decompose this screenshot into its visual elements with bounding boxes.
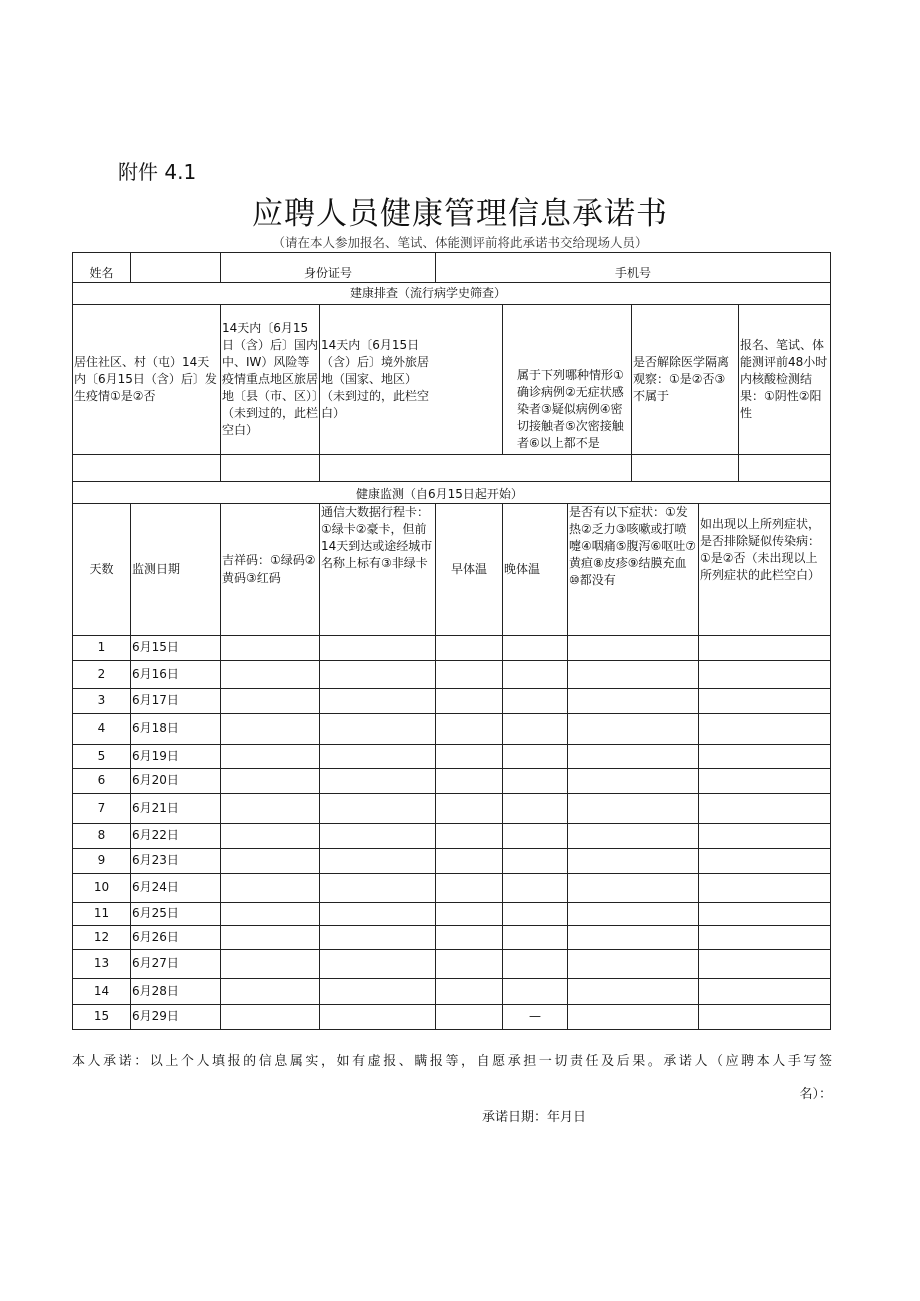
screening-col-isolation: 是否解除医学隔离观察：①是②否③不属于	[632, 305, 739, 455]
day-number-cell: 9	[73, 849, 131, 874]
table-row	[73, 794, 831, 824]
health-code-input[interactable]	[221, 636, 320, 661]
trip-card-input[interactable]	[320, 979, 436, 1005]
monitoring-date-cell: 6月20日	[131, 769, 221, 794]
document-title: 应聘人员健康管理信息承诺书	[252, 196, 668, 232]
table-row	[73, 1005, 831, 1030]
symptoms-input[interactable]	[568, 636, 699, 661]
symptoms-input[interactable]	[568, 714, 699, 745]
health-code-input[interactable]	[221, 714, 320, 745]
symptoms-input[interactable]	[568, 903, 699, 926]
monitoring-date-cell: 6月17日	[131, 689, 221, 714]
table-row	[73, 874, 831, 903]
screening-input-nucleic[interactable]	[739, 455, 831, 482]
day-number-cell: 14	[73, 979, 131, 1005]
evening-temp-input[interactable]	[503, 714, 568, 745]
exclusion-input[interactable]	[699, 636, 831, 661]
day-number-cell: 10	[73, 874, 131, 903]
morning-temp-input[interactable]	[436, 979, 503, 1005]
table-row	[73, 689, 831, 714]
monitoring-date-cell: 6月29日	[131, 1005, 221, 1030]
table-row	[73, 979, 831, 1005]
trip-card-input[interactable]	[320, 745, 436, 769]
monitoring-header-symptoms: 是否有以下症状：①发热②乏力③咳嗽或打喷嚏④咽痛⑤腹泻⑥呕吐⑦黄疸⑧皮疹⑨结膜充血⑩都没有	[568, 504, 699, 636]
day-number-cell: 7	[73, 794, 131, 824]
screening-input-domestic[interactable]	[221, 455, 320, 482]
health-code-input[interactable]	[221, 824, 320, 849]
monitoring-date-cell: 6月18日	[131, 714, 221, 745]
monitoring-header-exclusion: 如出现以上所列症状，是否排除疑似传染病：①是②否（未出现以上所列症状的此栏空白）	[699, 504, 831, 636]
morning-temp-input[interactable]	[436, 926, 503, 950]
monitoring-header-morning-temp: 早体温	[436, 504, 503, 636]
evening-temp-input[interactable]	[503, 979, 568, 1005]
trip-card-input[interactable]	[320, 903, 436, 926]
trip-card-input[interactable]	[320, 794, 436, 824]
day-number-cell: 4	[73, 714, 131, 745]
monitoring-header-health-code: 吉祥码：①绿码②黄码③红码	[221, 504, 320, 636]
health-code-input[interactable]	[221, 849, 320, 874]
health-code-input[interactable]	[221, 950, 320, 979]
monitoring-title: 健康监测（自6月15日起开始）	[73, 482, 831, 504]
table-row	[73, 950, 831, 979]
exclusion-input[interactable]	[699, 950, 831, 979]
day-number-cell: 2	[73, 661, 131, 689]
exclusion-input[interactable]	[699, 794, 831, 824]
monitoring-date-cell: 6月27日	[131, 950, 221, 979]
pledge-date: 承诺日期：年月日	[482, 1110, 587, 1125]
symptoms-input[interactable]	[568, 979, 699, 1005]
trip-card-input[interactable]	[320, 769, 436, 794]
trip-card-input[interactable]	[320, 926, 436, 950]
screening-col-community: 居住社区、村（屯）14天内〔6月15日（含）后〕发生疫情①是②否	[73, 305, 221, 455]
symptoms-input[interactable]	[568, 824, 699, 849]
table-row	[73, 714, 831, 745]
attachment-label: 附件 4.1	[118, 160, 197, 184]
health-code-input[interactable]	[221, 794, 320, 824]
morning-temp-input[interactable]	[436, 849, 503, 874]
trip-card-input[interactable]	[320, 714, 436, 745]
screening-title: 建康排查（流行病学史筛查）	[73, 283, 831, 305]
health-code-input[interactable]	[221, 903, 320, 926]
evening-temp-input[interactable]	[503, 794, 568, 824]
day-number-cell: 13	[73, 950, 131, 979]
pledge-line-2: 名）：	[799, 1087, 832, 1102]
table-row	[73, 926, 831, 950]
symptoms-input[interactable]	[568, 745, 699, 769]
screening-title-row	[73, 283, 831, 305]
symptoms-input[interactable]	[568, 1005, 699, 1030]
exclusion-input[interactable]	[699, 903, 831, 926]
evening-temp-input[interactable]: —	[503, 1005, 568, 1030]
screening-input-isolation[interactable]	[632, 455, 739, 482]
exclusion-input[interactable]	[699, 661, 831, 689]
day-number-cell: 11	[73, 903, 131, 926]
screening-input-community[interactable]	[73, 455, 221, 482]
evening-temp-input[interactable]	[503, 903, 568, 926]
exclusion-input[interactable]	[699, 824, 831, 849]
symptoms-input[interactable]	[568, 874, 699, 903]
phone-label: 手机号	[436, 253, 831, 283]
table-row	[73, 661, 831, 689]
monitoring-date-cell: 6月16日	[131, 661, 221, 689]
exclusion-input[interactable]	[699, 979, 831, 1005]
table-row	[73, 903, 831, 926]
table-row	[73, 849, 831, 874]
symptoms-input[interactable]	[568, 849, 699, 874]
trip-card-input[interactable]	[320, 689, 436, 714]
screening-col-abroad: 14天内〔6月15日（含）后〕境外旅居地（国家、地区）（未到过的，此栏空白）	[320, 305, 503, 455]
morning-temp-input[interactable]	[436, 636, 503, 661]
day-number-cell: 1	[73, 636, 131, 661]
exclusion-input[interactable]	[699, 874, 831, 903]
morning-temp-input[interactable]	[436, 1005, 503, 1030]
monitoring-date-cell: 6月19日	[131, 745, 221, 769]
monitoring-date-cell: 6月23日	[131, 849, 221, 874]
exclusion-input[interactable]	[699, 769, 831, 794]
health-code-input[interactable]	[221, 1005, 320, 1030]
monitoring-date-cell: 6月15日	[131, 636, 221, 661]
symptoms-input[interactable]	[568, 661, 699, 689]
monitoring-header-day: 天数	[73, 504, 131, 636]
screening-input-row	[73, 455, 831, 482]
document-subtitle: （请在本人参加报名、笔试、体能测评前将此承诺书交给现场人员）	[272, 235, 648, 250]
trip-card-input[interactable]	[320, 1005, 436, 1030]
screening-input-abroad[interactable]	[320, 455, 632, 482]
pledge-text	[72, 1045, 832, 1111]
day-number-cell: 6	[73, 769, 131, 794]
evening-temp-input[interactable]	[503, 689, 568, 714]
exclusion-input[interactable]	[699, 714, 831, 745]
table-row	[73, 769, 831, 794]
trip-card-input[interactable]	[320, 849, 436, 874]
monitoring-date-cell: 6月28日	[131, 979, 221, 1005]
health-code-input[interactable]	[221, 745, 320, 769]
day-number-cell: 15	[73, 1005, 131, 1030]
health-code-input[interactable]	[221, 661, 320, 689]
screening-col-domestic: 14天内〔6月15日（含）后〕国内中、IW）风险等疫情重点地区旅居地〔县（市、区）〕（未到过的，此栏空白）	[221, 305, 320, 455]
trip-card-input[interactable]	[320, 824, 436, 849]
trip-card-input[interactable]	[320, 636, 436, 661]
morning-temp-input[interactable]	[436, 745, 503, 769]
exclusion-input[interactable]	[699, 849, 831, 874]
evening-temp-input[interactable]	[503, 636, 568, 661]
exclusion-input[interactable]	[699, 689, 831, 714]
exclusion-input[interactable]	[699, 745, 831, 769]
monitoring-header-row	[73, 504, 831, 636]
monitoring-date-cell: 6月25日	[131, 903, 221, 926]
health-info-table	[72, 252, 831, 1030]
health-code-input[interactable]	[221, 979, 320, 1005]
screening-col-case-type: 属于下列哪种情形①确诊病例②无症状感染者③疑似病例④密切接触者⑤次密接触者⑥以上都不是	[503, 305, 632, 455]
trip-card-input[interactable]	[320, 661, 436, 689]
monitoring-date-cell: 6月26日	[131, 926, 221, 950]
monitoring-header-date: 监测日期	[131, 504, 221, 636]
health-code-input[interactable]	[221, 769, 320, 794]
trip-card-input[interactable]	[320, 950, 436, 979]
day-number-cell: 5	[73, 745, 131, 769]
evening-temp-input[interactable]	[503, 849, 568, 874]
name-label: 姓名	[73, 253, 131, 283]
evening-temp-input[interactable]	[503, 745, 568, 769]
exclusion-input[interactable]	[699, 1005, 831, 1030]
evening-temp-input[interactable]	[503, 926, 568, 950]
evening-temp-input[interactable]	[503, 824, 568, 849]
monitoring-date-cell: 6月22日	[131, 824, 221, 849]
symptoms-input[interactable]	[568, 794, 699, 824]
morning-temp-input[interactable]	[436, 950, 503, 979]
morning-temp-input[interactable]	[436, 824, 503, 849]
evening-temp-input[interactable]	[503, 769, 568, 794]
monitoring-date-cell: 6月24日	[131, 874, 221, 903]
morning-temp-input[interactable]	[436, 689, 503, 714]
table-body	[73, 253, 831, 1030]
id-label: 身份证号	[221, 253, 436, 283]
monitoring-title-row	[73, 482, 831, 504]
screening-col-nucleic: 报名、笔试、体能测评前48小时内核酸检测结果：①阴性②阳性	[739, 305, 831, 455]
health-code-input[interactable]	[221, 689, 320, 714]
monitoring-header-evening-temp: 晚体温	[503, 504, 568, 636]
trip-card-input[interactable]	[320, 874, 436, 903]
health-code-input[interactable]	[221, 874, 320, 903]
symptoms-input[interactable]	[568, 950, 699, 979]
screening-header-row	[73, 305, 831, 455]
health-code-input[interactable]	[221, 926, 320, 950]
symptoms-input[interactable]	[568, 689, 699, 714]
basic-info-row	[73, 253, 831, 283]
day-number-cell: 3	[73, 689, 131, 714]
table-row	[73, 745, 831, 769]
evening-temp-input[interactable]	[503, 661, 568, 689]
morning-temp-input[interactable]	[436, 903, 503, 926]
morning-temp-input[interactable]	[436, 661, 503, 689]
evening-temp-input[interactable]	[503, 950, 568, 979]
monitoring-date-cell: 6月21日	[131, 794, 221, 824]
morning-temp-input[interactable]	[436, 794, 503, 824]
morning-temp-input[interactable]	[436, 714, 503, 745]
symptoms-input[interactable]	[568, 769, 699, 794]
day-number-cell: 12	[73, 926, 131, 950]
exclusion-input[interactable]	[699, 926, 831, 950]
evening-temp-input[interactable]	[503, 874, 568, 903]
symptoms-input[interactable]	[568, 926, 699, 950]
table-row	[73, 636, 831, 661]
monitoring-header-trip-card: 通信大数据行程卡：①绿卡②豪卡，但前14天到达或途经城市名称上标有③非绿卡	[320, 504, 436, 636]
name-input-cell[interactable]	[131, 253, 221, 283]
morning-temp-input[interactable]	[436, 769, 503, 794]
morning-temp-input[interactable]	[436, 874, 503, 903]
day-number-cell: 8	[73, 824, 131, 849]
table-row	[73, 824, 831, 849]
pledge-line-1: 本人承诺：以上个人填报的信息属实，如有虚报、瞒报等，自愿承担一切责任及后果。承诺人（应聘本人手写签	[72, 1054, 832, 1069]
